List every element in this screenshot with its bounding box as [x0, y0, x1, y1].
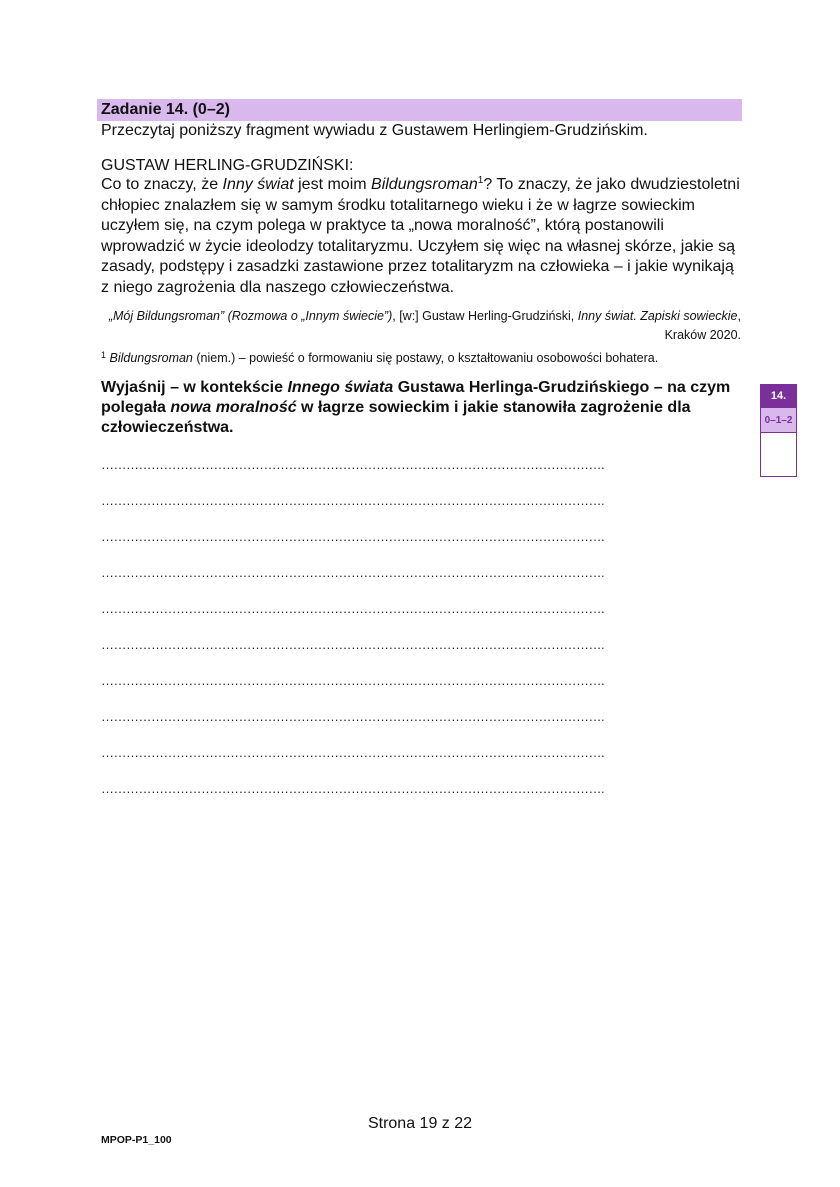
page-number: Strona 19 z 22 [367, 1115, 473, 1132]
score-box [760, 384, 797, 477]
answer-line[interactable]: …………………………………………………………………………………………………………. [101, 529, 605, 544]
footnote: $^1$ Bildungsroman (niem.) – powieść o formowaniu się postawy, o kształtowaniu osobowości bohatera. [101, 350, 659, 365]
speaker-name: GUSTAW HERLING-GRUDZIŃSKI: [101, 157, 354, 174]
answer-line[interactable]: …………………………………………………………………………………………………………. [101, 493, 605, 508]
exam-code: MPOP-P1_100 [101, 1134, 172, 1146]
answer-line[interactable]: …………………………………………………………………………………………………………. [101, 709, 605, 724]
interview-passage: Co to znaczy, że Inny świat jest moim Bildungsroman$^1$? To znaczy, że jako dwudziestoletni chłopiec znalazłem się w samym środku totalitarnego wieku i że w łagrze sowieckim uczyłem się, na czym polega w praktyce ta „nowa moralność”, którą postanowili wprowadzić w życie ideolodzy totalitaryzmu. Uczyłem się więc na własnej skórze, jakie są zasady, podstępy i zasadzki zastawione przez totalitaryzm na człowieka – i jakie wynikają z niego zagrożenia dla naszego człowieczeństwa. [101, 175, 740, 296]
answer-line[interactable]: …………………………………………………………………………………………………………. [101, 781, 605, 796]
answer-line[interactable]: …………………………………………………………………………………………………………. [101, 673, 605, 688]
score-task-number: 14. [761, 385, 796, 408]
task-instruction: Przeczytaj poniższy fragment wywiadu z Gustawem Herlingiem-Grudzińskim. [101, 122, 648, 139]
answer-line[interactable]: …………………………………………………………………………………………………………. [101, 601, 605, 616]
answer-line[interactable]: …………………………………………………………………………………………………………. [101, 565, 605, 580]
answer-line[interactable]: …………………………………………………………………………………………………………. [101, 745, 605, 760]
footnote-ref: 1 [477, 175, 484, 186]
question-prompt: Wyjaśnij – w kontekście Innego świata Gustawa Herlinga-Grudzińskiego – na czym polegała nowa moralność w łagrze sowieckim i jakie stanowiła zagrożenie dla człowieczeństwa. [101, 379, 731, 436]
answer-line[interactable]: …………………………………………………………………………………………………………. [101, 457, 605, 472]
source-citation: „Mój Bildungsroman” (Rozmowa o „Innym świecie”), [w:] Gustaw Herling-Grudziński, Inny świat. Zapiski sowieckie, Kraków 2020. [108, 309, 741, 342]
task-title: Zadanie 14. (0–2) [101, 101, 230, 118]
answer-line[interactable]: …………………………………………………………………………………………………………. [101, 637, 605, 652]
score-entry-field[interactable] [761, 433, 796, 476]
score-range: 0–1–2 [761, 408, 796, 433]
